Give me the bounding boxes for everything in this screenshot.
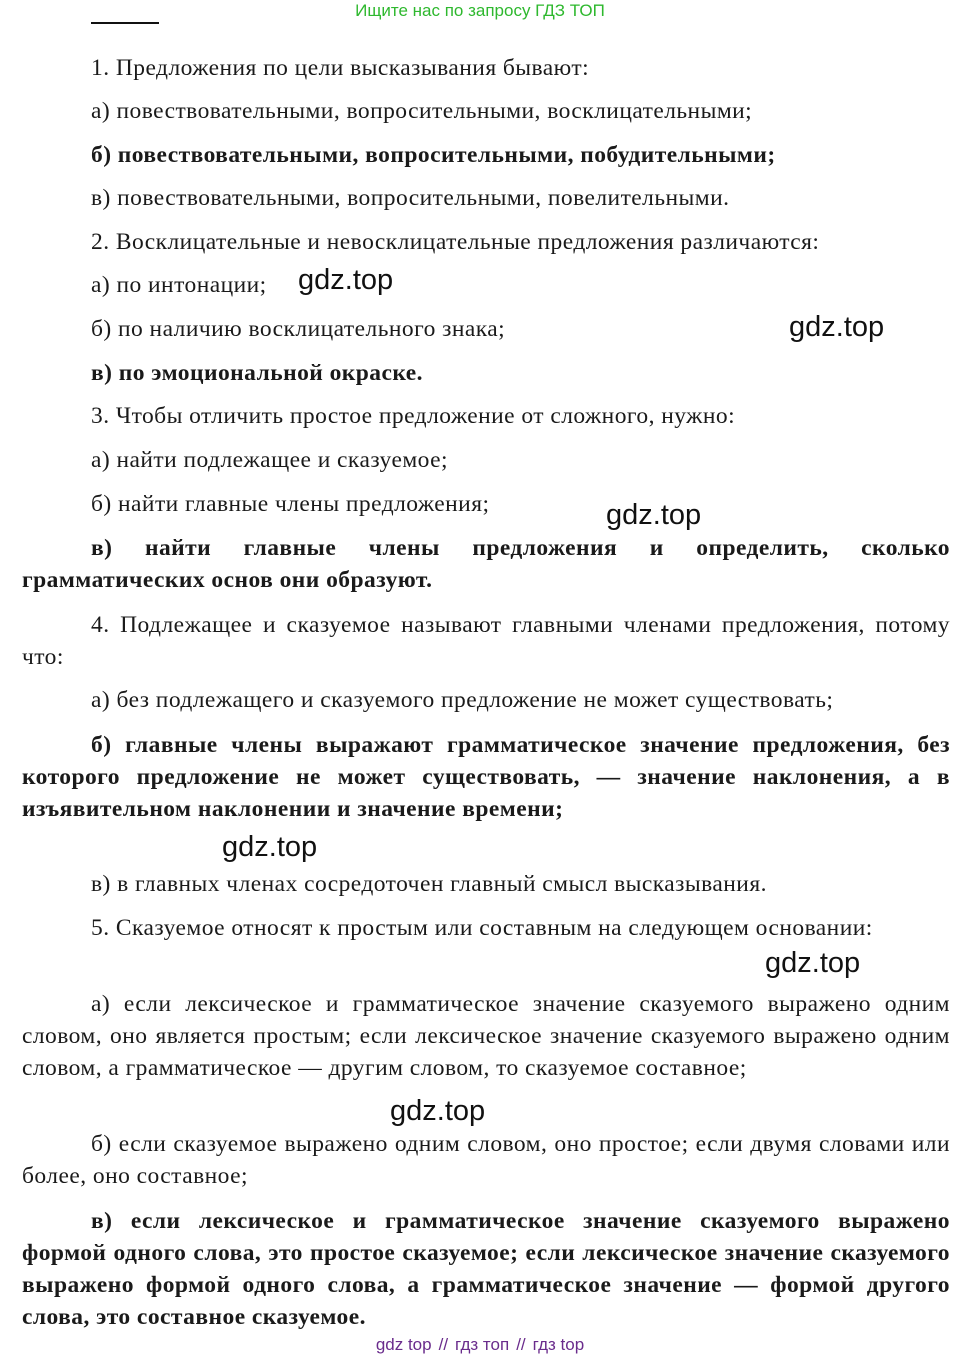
bottom-banner-separator: // (516, 1335, 526, 1354)
option-2c-correct: в) по эмоциональной окраске. (91, 360, 423, 386)
top-rule (91, 22, 159, 24)
option-4b-correct: б) главные члены выражают грамматическое значение предложения, без которого предложение не может существовать, — значение наклонения, а в изъявительном наклонении и значение времени; (22, 732, 950, 822)
option-2a: а) по интонации; (91, 272, 267, 298)
top-banner: Ищите нас по запросу ГДЗ ТОП (355, 1, 605, 20)
bottom-banner-item: gdz top (375, 1335, 432, 1354)
watermark: gdz.top (222, 831, 318, 863)
option-3b: б) найти главные члены предложения; (91, 491, 490, 517)
question-4: 4. Подлежащее и сказуемое называют главными членами предложения, потому что: (22, 612, 950, 670)
watermark: gdz.top (606, 499, 702, 531)
option-5b: б) если сказуемое выражено одним словом, оно простое; если двумя словами или более, оно составное; (22, 1131, 950, 1189)
bottom-banner-item: гдз top (532, 1335, 585, 1354)
option-4c: в) в главных членах сосредоточен главный смысл высказывания. (91, 871, 767, 897)
option-1a: а) повествовательными, вопросительными, восклицательными; (91, 98, 753, 124)
bottom-banner-item: гдз топ (455, 1335, 510, 1354)
watermark: gdz.top (765, 947, 861, 979)
watermark: gdz.top (390, 1095, 486, 1127)
option-3a: а) найти подлежащее и сказуемое; (91, 447, 448, 473)
question-1: 1. Предложения по цели высказывания бывают: (91, 55, 590, 81)
watermark: gdz.top (298, 264, 394, 296)
question-2: 2. Восклицательные и невосклицательные предложения различаются: (91, 229, 820, 255)
option-3c-correct: в) найти главные члены предложения и определить, сколько грамматических основ они образуют. (22, 535, 950, 593)
question-3: 3. Чтобы отличить простое предложение от сложного, нужно: (91, 403, 736, 429)
bottom-banner-separator: // (438, 1335, 449, 1354)
option-5c-correct: в) если лексическое и грамматическое значение сказуемого выражено формой одного слова, это простое сказуемое; если лексическое значение сказуемого выражено формой одного слова, а грамматическое значение — формой другого слова, это составное сказуемое. (22, 1208, 950, 1330)
bottom-banner (0, 1335, 960, 1355)
option-5a: а) если лексическое и грамматическое значение сказуемого выражено одним словом, оно является простым; если лексическое значение сказуемого выражено одним словом, а грамматическое — другим словом, то сказуемое составное; (22, 991, 950, 1081)
watermark: gdz.top (789, 311, 885, 343)
option-1b-correct: б) повествовательными, вопросительными, побудительными; (91, 142, 776, 168)
question-5: 5. Сказуемое относят к простым или составным на следующем основании: (91, 915, 873, 941)
option-1c: в) повествовательными, вопросительными, повелительными. (91, 185, 730, 211)
option-4a: а) без подлежащего и сказуемого предложение не может существовать; (91, 687, 834, 713)
option-2b: б) по наличию восклицательного знака; (91, 316, 506, 342)
